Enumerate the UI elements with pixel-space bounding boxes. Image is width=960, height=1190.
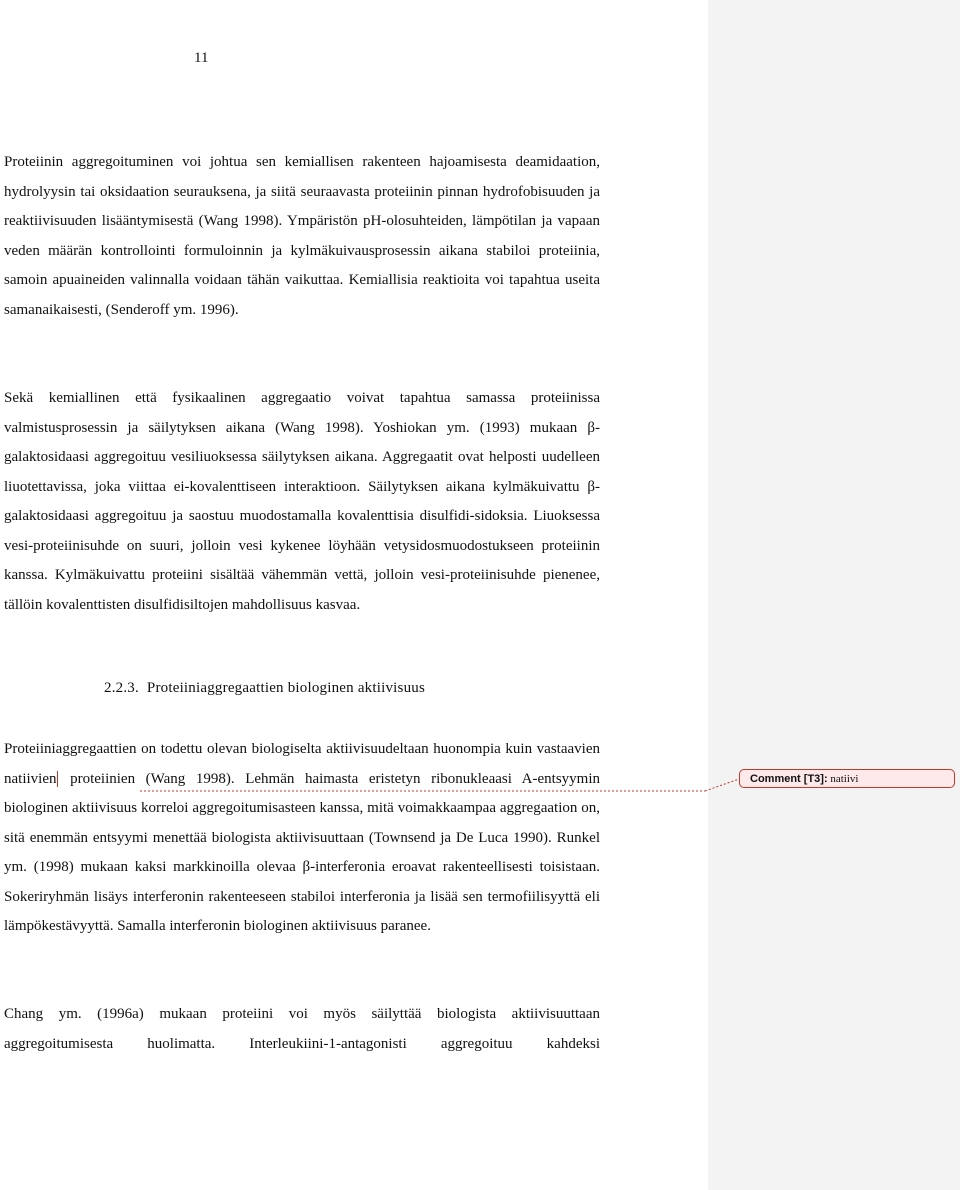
- paragraph-biological-activity[interactable]: [4, 735, 600, 942]
- paragraph-physical-chemical-aggregation[interactable]: Sekä kemiallinen että fysikaalinen aggregaatio voivat tapahtua samassa proteiinissa valmistusprosessin ja säilytyksen aikana (Wang 1998). Yoshiokan ym. (1993) mukaan β-galaktosidaasi aggregoituu vesiliuoksessa säilytyksen aikana. Aggregaatit ovat helposti uudelleen liuotettavissa, joka viittaa ei-kovalenttiseen interaktioon. Säilytyksen aikana kylmäkuivattu β-galaktosidaasi aggregoituu ja saostuu muodostamalla kovalenttisia disulfidi-sidoksia. Liuoksessa vesi-proteiinisuhde on suuri, jolloin vesi kykenee löyhään vetysidosmuodostukseen proteiinin kanssa. Kylmäkuivattu proteiini sisältää vähemmän vettä, jolloin vesi-proteiinisuhde pienenee, tällöin kovalenttisten disulfidisiltojen mahdollisuus kasvaa.: [4, 390, 600, 613]
- page-number: 11: [194, 50, 209, 66]
- comment-margin-pane: [708, 0, 960, 1190]
- paragraph-text-after-mark: proteiinien (Wang 1998). Lehmän haimasta eristetyn ribonukleaasi A-entsyymin biologinen aktiivisuus korreloi aggregoitumisasteen kanssa, mitä voimakkaampaa aggregaation on, sitä enemmän entsyymi menettää biologista aktiivisuuttaan (Townsend ja De Luca 1990). Runkel ym. (1998) mukaan kaksi markkinoilla olevaa β-interferonia eroavat rakenteellisesti toisistaan. Sokeriryhmän lisäys interferonin rakenteeseen stabiloi interferonia ja lisää sen termofiilisyyttä eli lämpökestävyyttä. Samalla interferonin biologinen aktiivisuus paranee.: [4, 770, 600, 934]
- comment-balloon[interactable]: [739, 769, 955, 788]
- paragraph-aggregation-causes[interactable]: Proteiinin aggregoituminen voi johtua sen kemiallisen rakenteen hajoamisesta deamidaation, hydrolyysin tai oksidaation seurauksena, ja siitä seuraavasta proteiinin pinnan hydrofobisuuden ja reaktiivisuuden lisääntymisestä (Wang 1998). Ympäristön pH-olosuhteiden, lämpötilan ja vapaan veden määrän kontrollointi formuloinnin ja kylmäkuivausprosessin aikana stabiloi proteiinia, samoin apuaineiden valinnalla voidaan tähän vaikuttaa. Kemiallisia reaktioita voi tapahtua useita samanaikaisesti, (Senderoff ym. 1996).: [4, 154, 600, 318]
- section-title: Proteiiniaggregaattien biologinen aktiivisuus: [146, 680, 426, 696]
- paragraph-text-before-mark: Proteiiniaggregaattien on todettu olevan biologiselta aktiivisuudeltaan huonompia kuin vastaavien natiivien: [4, 741, 600, 787]
- section-heading[interactable]: [104, 680, 425, 697]
- comment-author-label: Comment [T3]:: [750, 773, 828, 785]
- comment-text: natiivi: [830, 773, 859, 785]
- section-number: 2.2.3.: [104, 680, 139, 696]
- paragraph-chang-aggregation[interactable]: Chang ym. (1996a) mukaan proteiini voi myös säilyttää biologista aktiivisuuttaan aggregoitumisesta huolimatta. Interleukiini-1-antagonisti aggregoituu kahdeksi: [4, 1006, 600, 1052]
